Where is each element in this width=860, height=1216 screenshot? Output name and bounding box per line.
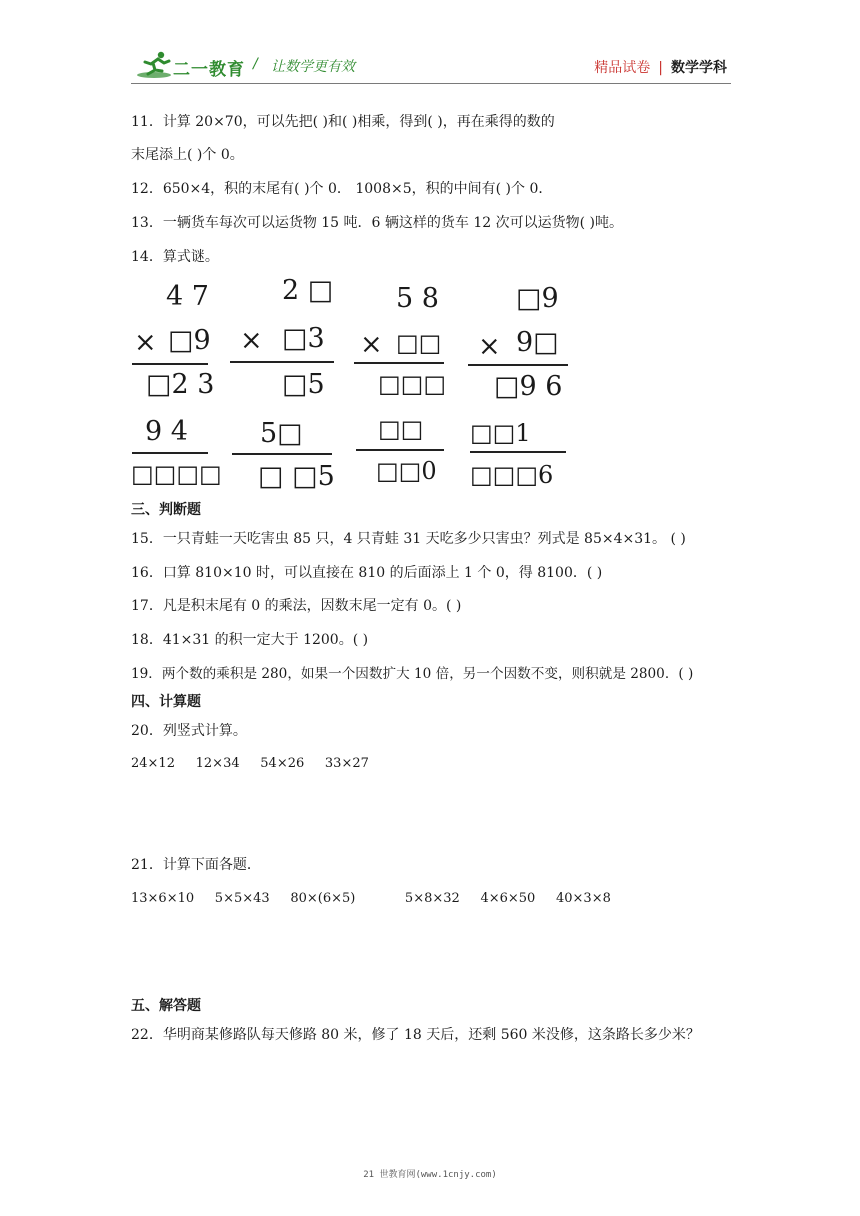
puzzle-mul-sign: × (134, 327, 157, 358)
page-header (131, 50, 731, 80)
question-18: 18．41×31 的积一定大于 1200。( ) (131, 632, 369, 648)
puzzle-multiplier: □9 (168, 325, 211, 356)
runner-logo-icon (135, 50, 173, 80)
puzzle-partial-1: □9 6 (494, 371, 563, 402)
puzzle-rule (230, 361, 334, 363)
puzzle-rule (470, 451, 566, 453)
puzzle-partial-2: 5□ (260, 418, 303, 449)
section-3-title: 三、判断题 (131, 502, 201, 518)
header-slogan: 让数学更有效 (271, 59, 355, 75)
puzzle-top: □9 (516, 283, 559, 314)
question-17: 17．凡是积末尾有 0 的乘法，因数末尾一定有 0。( ) (131, 598, 462, 614)
section-4-title: 四、计算题 (131, 694, 201, 710)
puzzle-rule (356, 449, 444, 451)
question-15: 15．一只青蛙一天吃害虫 85 只，4 只青蛙 31 天吃多少只害虫？列式是 85×4×31。 ( ) (131, 531, 686, 547)
puzzle-mul-sign: × (478, 331, 501, 362)
question-11-line2: 末尾添上( )个 0。 (131, 147, 244, 163)
puzzle-partial-2: □□1 (470, 419, 531, 447)
puzzle-rule (132, 452, 208, 454)
puzzle-result: □ □5 (258, 461, 335, 492)
header-rule (131, 83, 731, 84)
page-footer: 21 世教育网(www.1cnjy.com) (363, 1170, 497, 1180)
puzzle-result: □□□6 (470, 461, 554, 489)
question-11-line1: 11．计算 20×70，可以先把( )和( )相乘，得到( )，再在乘得的数的 (131, 114, 555, 130)
puzzle-partial-1: □5 (282, 369, 325, 400)
question-13: 13．一辆货车每次可以运货物 15 吨．6 辆这样的货车 12 次可以运货物( )吨。 (131, 215, 623, 231)
question-22: 22．华明商某修路队每天修路 80 米，修了 18 天后，还剩 560 米没修，这条路长多少米？ (131, 1027, 700, 1043)
question-19: 19．两个数的乘积是 280，如果一个因数扩大 10 倍，另一个因数不变，则积就是 2800．( ) (131, 666, 694, 682)
puzzle-mul-sign: × (360, 329, 383, 360)
question-20: 20．列竖式计算。 (131, 723, 247, 739)
puzzle-partial-1: □□□ (378, 370, 447, 398)
puzzle-rule (354, 362, 444, 364)
puzzle-multiplier: □□ (396, 329, 442, 357)
puzzle-result: □□0 (376, 457, 437, 485)
question-21-items: 13×6×10 5×5×43 80×(6×5) 5×8×32 4×6×50 40×3×8 (131, 891, 611, 906)
puzzle-partial-2: 9 4 (145, 416, 188, 447)
puzzle-top: 4 7 (166, 281, 209, 312)
puzzle-partial-2: □□ (378, 415, 424, 443)
puzzle-result: □□□□ (131, 460, 222, 488)
header-slash: / (253, 56, 258, 72)
puzzle-top: 5 8 (396, 283, 439, 314)
header-label: 精品试卷 (594, 60, 651, 76)
section-5-title: 五、解答题 (131, 998, 201, 1014)
puzzle-rule (468, 364, 568, 366)
puzzle-multiplier: 9□ (516, 327, 559, 358)
puzzle-multiplier: □3 (282, 323, 325, 354)
puzzle-rule (232, 453, 332, 455)
question-21: 21．计算下面各题． (131, 857, 261, 873)
logo-text: 二一教育 (173, 60, 245, 80)
puzzle-rule (132, 363, 208, 365)
question-20-items: 24×12 12×34 54×26 33×27 (131, 756, 369, 771)
header-right (594, 57, 727, 77)
question-14: 14．算式谜。 (131, 249, 219, 265)
puzzle-mul-sign: × (240, 325, 263, 356)
header-subject: 数学学科 (671, 60, 727, 76)
question-12: 12．650×4，积的末尾有( )个 0． 1008×5，积的中间有( )个 0． (131, 181, 553, 197)
puzzle-top: 2 □ (282, 275, 334, 306)
question-16: 16．口算 810×10 时，可以直接在 810 的后面添上 1 个 0，得 8100．( ) (131, 565, 603, 581)
header-divider: | (658, 60, 663, 76)
puzzle-partial-1: □2 3 (146, 369, 215, 400)
